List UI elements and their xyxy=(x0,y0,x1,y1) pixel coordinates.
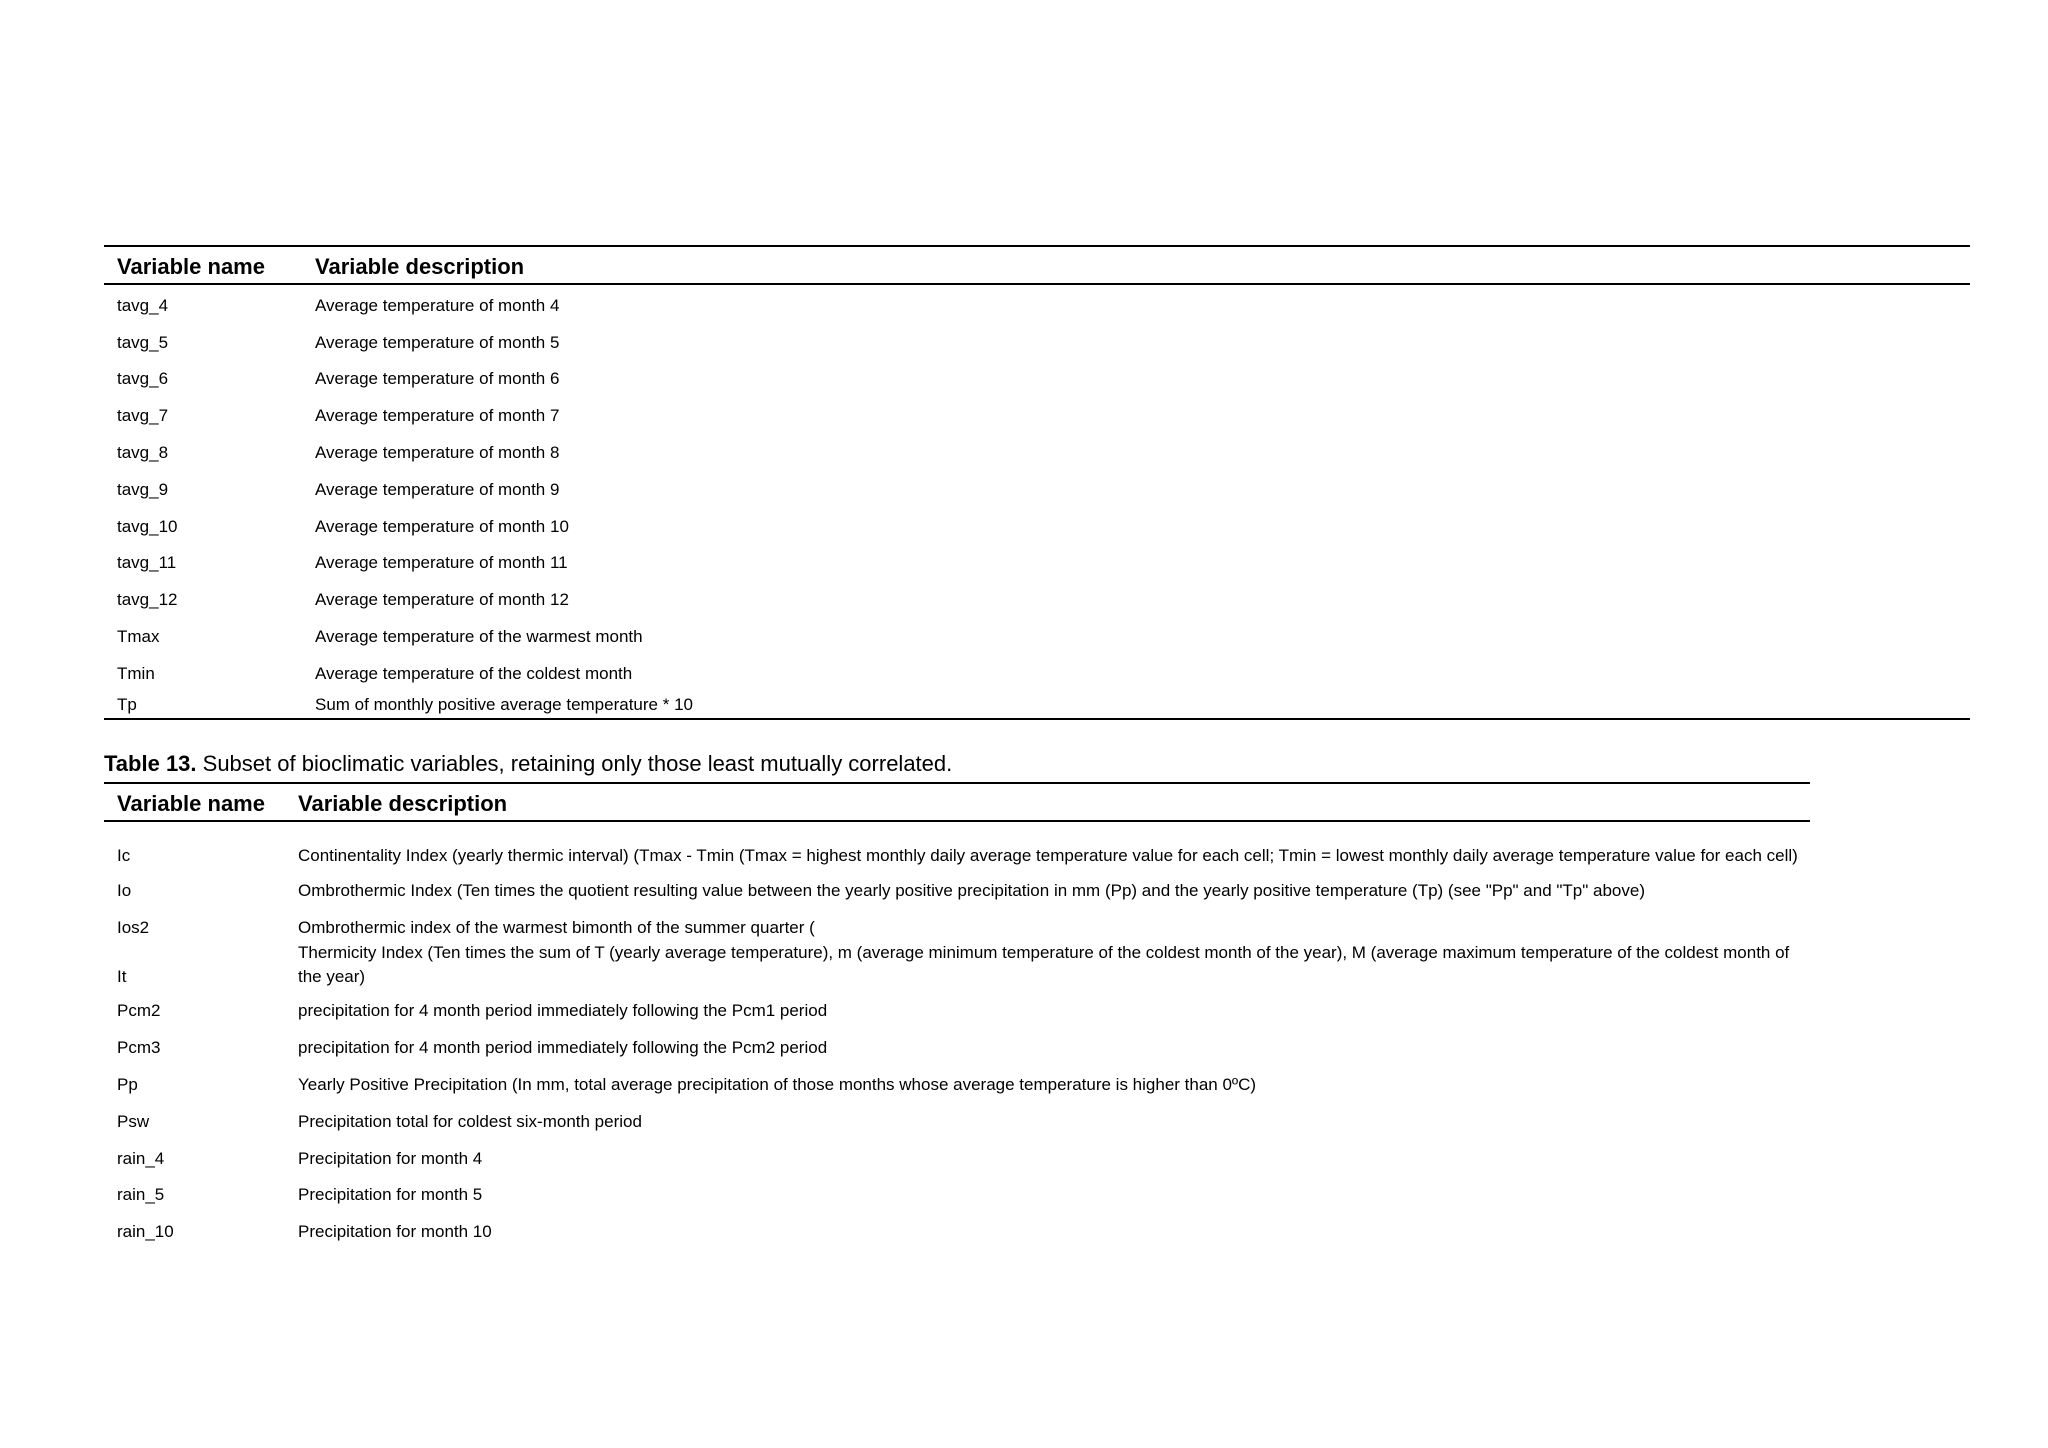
table-row xyxy=(104,993,1810,1030)
variable-name: tavg_10 xyxy=(117,516,178,536)
table-row xyxy=(104,653,1970,690)
variable-name: tavg_6 xyxy=(117,369,169,389)
variable-description: Average temperature of month 7 xyxy=(315,406,560,426)
header-variable-description-text: Variable description xyxy=(298,791,508,816)
table-caption-text: Subset of bioclimatic variables, retaining only those least mutually correlated. xyxy=(196,751,953,776)
variable-description: Average temperature of month 4 xyxy=(315,295,560,315)
table-row xyxy=(104,285,1970,322)
variable-name: Io xyxy=(117,880,132,900)
variable-description: precipitation for 4 month period immediately following the Pcm1 period xyxy=(298,1001,828,1021)
table-row xyxy=(104,395,1970,432)
variables-table-continued xyxy=(104,245,1970,720)
variable-name: rain_5 xyxy=(117,1185,165,1205)
table-caption xyxy=(104,750,1810,780)
table-row xyxy=(104,1140,1810,1177)
variable-description: Ombrothermic Index (Ten times the quotient resulting value between the yearly positive precipitation in mm (Pp) and the yearly positive temperature (Tp) (see "Pp" and "Tp" above) xyxy=(298,880,1646,900)
variable-description: Continentality Index (yearly thermic interval) (Tmax - Tmin (Tmax = highest monthly daily average temperature value for each cell; Tmin = lowest monthly daily average temperature value for each cell) xyxy=(298,846,1798,865)
table-row xyxy=(104,506,1970,543)
variable-name: tavg_9 xyxy=(117,479,169,499)
header-variable-name xyxy=(104,791,298,820)
variable-name: tavg_11 xyxy=(117,553,177,573)
table-row xyxy=(104,322,1970,359)
variable-description: Thermicity Index (Ten times the sum of T (yearly average temperature), m (average minimum temperature of the coldest month of the year), M (average maximum temperature of the coldest month of the year) xyxy=(298,942,1790,986)
variable-description: Average temperature of month 11 xyxy=(315,553,568,573)
header-variable-name-text: Variable name xyxy=(117,254,265,279)
variable-description: Average temperature of month 8 xyxy=(315,442,560,462)
table-row xyxy=(104,872,1810,909)
table-header-row xyxy=(104,784,1810,820)
variable-name: tavg_12 xyxy=(117,590,178,610)
table-caption-label: Table 13. xyxy=(104,751,197,776)
variable-description: Precipitation total for coldest six-month period xyxy=(298,1111,642,1131)
variable-name: Ic xyxy=(117,846,131,865)
variable-name: Pp xyxy=(117,1074,138,1094)
header-variable-description-text: Variable description xyxy=(315,254,525,279)
table-bottom-rule xyxy=(104,718,1970,720)
table-row xyxy=(104,1066,1810,1103)
table-row xyxy=(104,822,1810,872)
variable-name: tavg_4 xyxy=(117,295,169,315)
table-row xyxy=(104,1177,1810,1214)
table-header-row xyxy=(104,247,1970,283)
header-variable-name-text: Variable name xyxy=(117,791,265,816)
variable-name: tavg_8 xyxy=(117,442,169,462)
variable-description: Average temperature of month 9 xyxy=(315,479,560,499)
variable-description: precipitation for 4 month period immediately following the Pcm2 period xyxy=(298,1038,828,1058)
variable-name: Tp xyxy=(117,694,137,714)
header-variable-name xyxy=(104,254,315,283)
variable-name: Tmax xyxy=(117,626,160,646)
variable-name: Tmin xyxy=(117,663,155,683)
table-row xyxy=(104,616,1970,653)
variable-description: Average temperature of the coldest month xyxy=(315,663,633,683)
table-row xyxy=(104,469,1970,506)
variable-description: Precipitation for month 10 xyxy=(298,1222,492,1242)
table-row xyxy=(104,432,1970,469)
table-row xyxy=(104,942,1810,993)
variable-name: Pcm3 xyxy=(117,1038,161,1058)
table-row xyxy=(104,1103,1810,1140)
variable-name: Psw xyxy=(117,1111,150,1131)
table-row xyxy=(104,1213,1810,1250)
variable-description: Yearly Positive Precipitation (In mm, total average precipitation of those months whose average temperature is higher than 0ºC) xyxy=(298,1074,1257,1094)
variable-name: Ios2 xyxy=(117,917,150,937)
variable-description: Ombrothermic index of the warmest bimonth of the summer quarter ( xyxy=(298,917,815,937)
header-variable-description xyxy=(315,254,1970,283)
variable-name: tavg_7 xyxy=(117,406,169,426)
variable-description: Average temperature of month 5 xyxy=(315,332,560,352)
table-row xyxy=(104,359,1970,396)
variable-description: Average temperature of month 12 xyxy=(315,590,569,610)
table-row xyxy=(104,543,1970,580)
table-row xyxy=(104,1029,1810,1066)
variable-description: Average temperature of the warmest month xyxy=(315,626,643,646)
variable-description: Average temperature of month 10 xyxy=(315,516,569,536)
variable-name: tavg_5 xyxy=(117,332,169,352)
variable-name: rain_10 xyxy=(117,1222,174,1242)
variable-name: Pcm2 xyxy=(117,1001,161,1021)
variable-description: Average temperature of month 6 xyxy=(315,369,560,389)
variable-description: Precipitation for month 5 xyxy=(298,1185,483,1205)
table-row xyxy=(104,579,1970,616)
header-variable-description xyxy=(298,791,1810,820)
table-13 xyxy=(104,750,1810,1250)
variable-name: It xyxy=(117,966,127,986)
table-row xyxy=(104,690,1970,718)
variable-description: Sum of monthly positive average temperature * 10 xyxy=(315,694,693,714)
variable-description: Precipitation for month 4 xyxy=(298,1148,483,1168)
variable-name: rain_4 xyxy=(117,1148,165,1168)
